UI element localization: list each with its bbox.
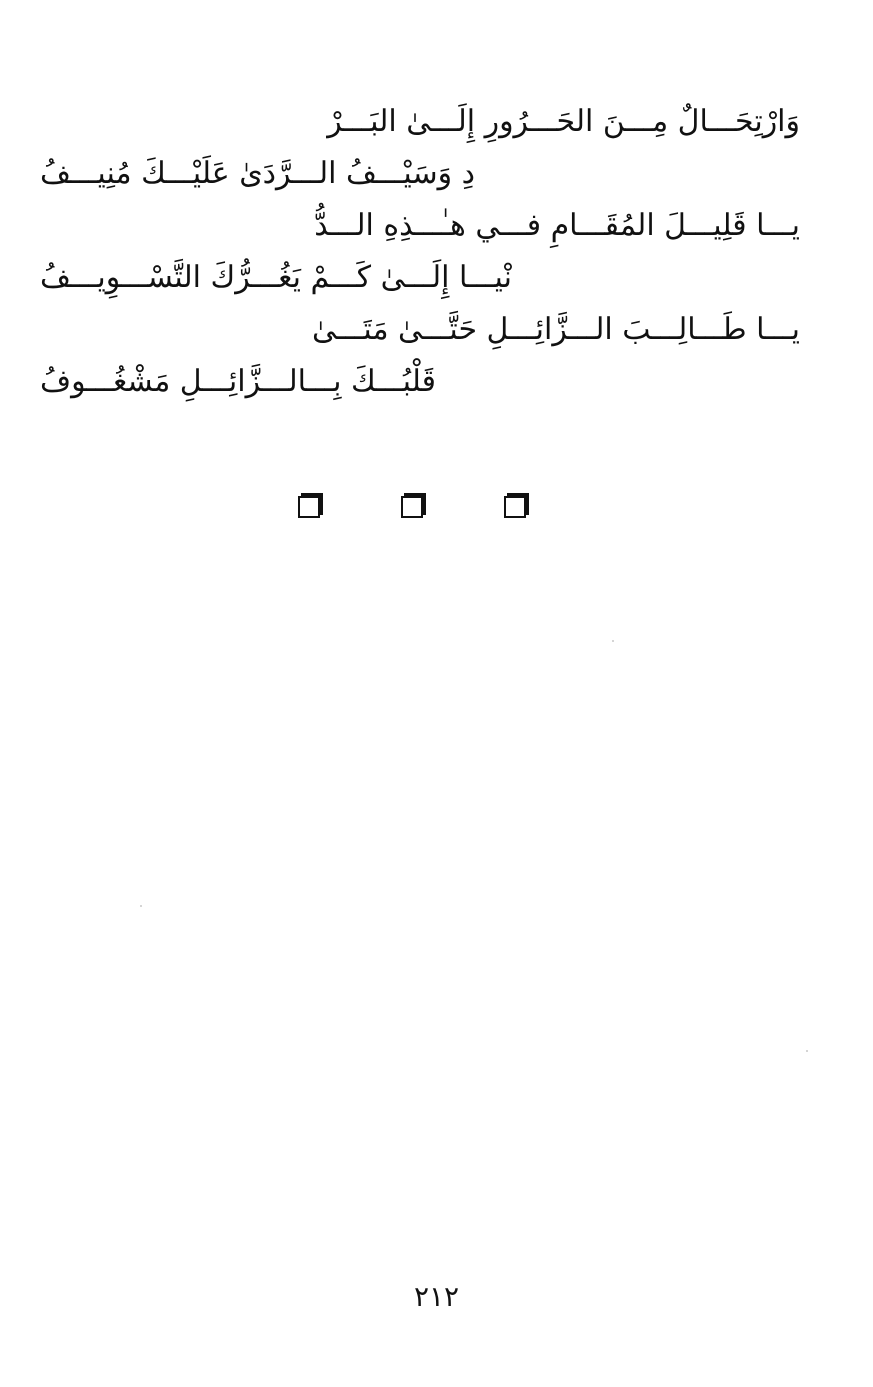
paper-speck [140,905,142,907]
poem-line-4 [40,252,800,304]
square-ornament-icon [298,496,320,518]
page-number: ٢١٢ [413,1280,460,1313]
square-ornament-icon [504,496,526,518]
poem-line-5: يـــا طَـــالِـــبَ الـــزَّائِـــلِ حَتَّـــىٰ مَتَـــىٰ [312,312,800,347]
poem-block [40,96,800,408]
square-ornament-icon [401,496,423,518]
paper-speck [612,640,614,642]
poem-line-4-text: نْيـــا إِلَـــىٰ كَـــمْ يَغُـــرُّكَ التَّسْـــوِيـــفُ [40,260,512,295]
poem-line-2-text: دِ وَسَيْـــفُ الـــرَّدَىٰ عَلَيْـــكَ مُنِيـــفُ [40,156,475,191]
poem-line-3: يـــا قَلِيـــلَ المُقَـــامِ فـــي هـٰـــذِهِ الـــدُّ [314,208,800,243]
poem-line-1: وَارْتِحَـــالٌ مِـــنَ الحَـــرُورِ إِلَـــىٰ البَـــرْ [327,104,800,139]
poem-line-2 [40,148,800,200]
poem-line-6-text: قَلْبُـــكَ بِـــالـــزَّائِـــلِ مَشْغُـــوفُ [40,364,437,399]
poem-line-6 [40,356,800,408]
section-divider [0,496,873,526]
paper-speck [806,1050,808,1052]
